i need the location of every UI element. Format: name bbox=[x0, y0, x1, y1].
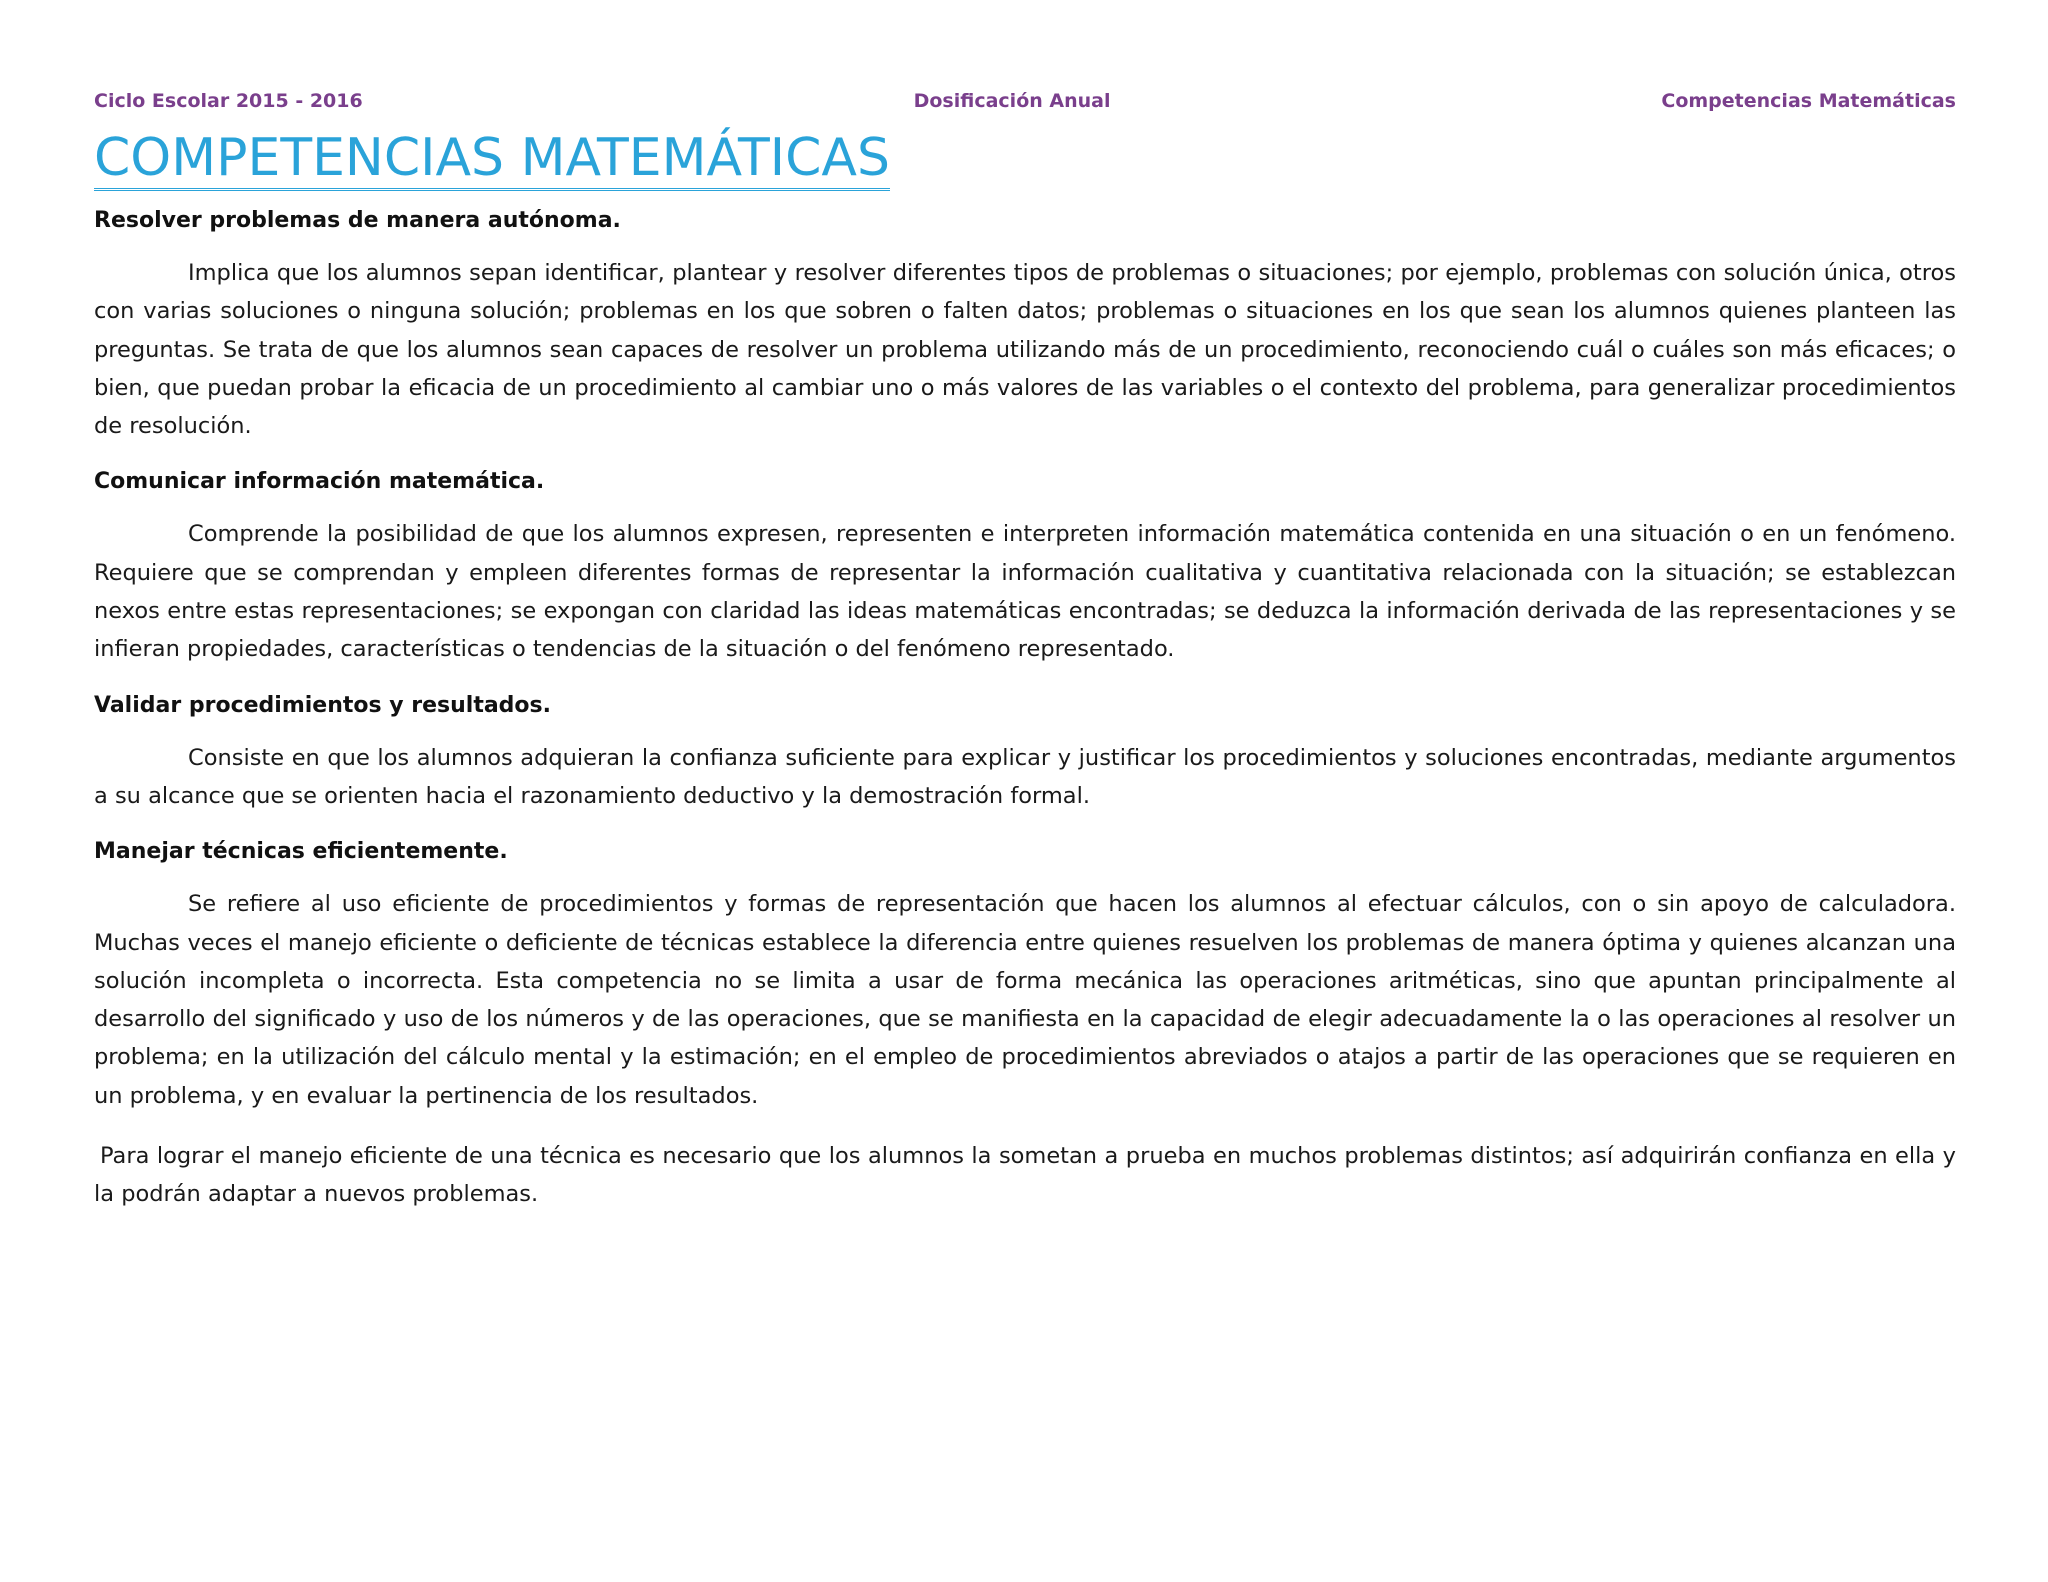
document-page bbox=[94, 90, 1956, 1236]
section-paragraph: Comprende la posibilidad de que los alumnos expresen, representen e interpreten información matemática contenida en una situación o en un fenómeno. Requiere que se comprendan y empleen diferentes formas de representar la información cualitativa y cuantitativa relacionada con la situación; se establezcan nexos entre estas representaciones; se expongan con claridad las ideas matemáticas encontradas; se deduzca la información derivada de las representaciones y se infieran propiedades, características o tendencias de la situación o del fenómeno representado. bbox=[94, 521, 1956, 663]
section-heading: Resolver problemas de manera autónoma. bbox=[94, 208, 621, 233]
section-heading: Comunicar información matemática. bbox=[94, 469, 545, 495]
section-heading: Validar procedimientos y resultados. bbox=[94, 692, 551, 718]
section-paragraph: Para lograr el manejo eficiente de una técnica es necesario que los alumnos la sometan a prueba en muchos problemas distintos; así adquirirán confianza en ella y la podrán adaptar a nuevos problemas. bbox=[94, 1143, 1956, 1208]
section-paragraph: Se refiere al uso eficiente de procedimientos y formas de representación que hacen los alumnos al efectuar cálculos, con o sin apoyo de calculadora. Muchas veces el manejo eficiente o deficiente de técnicas establece la diferencia entre quienes resuelven los problemas de manera óptima y quienes alcanzan una solución incompleta o incorrecta. Esta competencia no se limita a usar de forma mecánica las operaciones aritméticas, sino que apuntan principalmente al desarrollo del significado y uso de los números y de las operaciones, que se manifiesta en la capacidad de elegir adecuadamente la o las operaciones al resolver un problema; en la utilización del cálculo mental y la estimación; en el empleo de procedimientos abreviados o atajos a partir de las operaciones que se requieren en un problema, y en evaluar la pertinencia de los resultados. bbox=[94, 891, 1956, 1109]
page-header bbox=[94, 90, 1956, 126]
section-heading: Manejar técnicas eficientemente. bbox=[94, 839, 508, 865]
header-subject: Competencias Matemáticas bbox=[1661, 90, 1956, 112]
section-resolver-problemas bbox=[94, 206, 1956, 445]
page-title bbox=[94, 126, 1956, 192]
header-school-year: Ciclo Escolar 2015 - 2016 bbox=[94, 90, 363, 112]
section-paragraph: Consiste en que los alumnos adquieran la confianza suficiente para explicar y justificar los procedimientos y soluciones encontradas, mediante argumentos a su alcance que se orienten hacia el razonamiento deductivo y la demostración formal. bbox=[94, 744, 1956, 809]
section-comunicar-informacion bbox=[94, 467, 1956, 668]
section-paragraph: Implica que los alumnos sepan identificar, plantear y resolver diferentes tipos de problemas o situaciones; por ejemplo, problemas con solución única, otros con varias soluciones o ninguna solución; problemas en los que sobren o falten datos; problemas o situaciones en los que sean los alumnos quienes planteen las preguntas. Se trata de que los alumnos sean capaces de resolver un problema utilizando más de un procedimiento, reconociendo cuál o cuáles son más eficaces; o bien, que puedan probar la eficacia de un procedimiento al cambiar uno o más valores de las variables o el contexto del problema, para generalizar procedimientos de resolución. bbox=[94, 260, 1956, 440]
section-manejar-tecnicas bbox=[94, 837, 1956, 1213]
page-title-text: COMPETENCIAS MATEMÁTICAS bbox=[94, 128, 890, 191]
header-plan-title: Dosificación Anual bbox=[913, 90, 1111, 112]
section-validar-procedimientos bbox=[94, 691, 1956, 816]
